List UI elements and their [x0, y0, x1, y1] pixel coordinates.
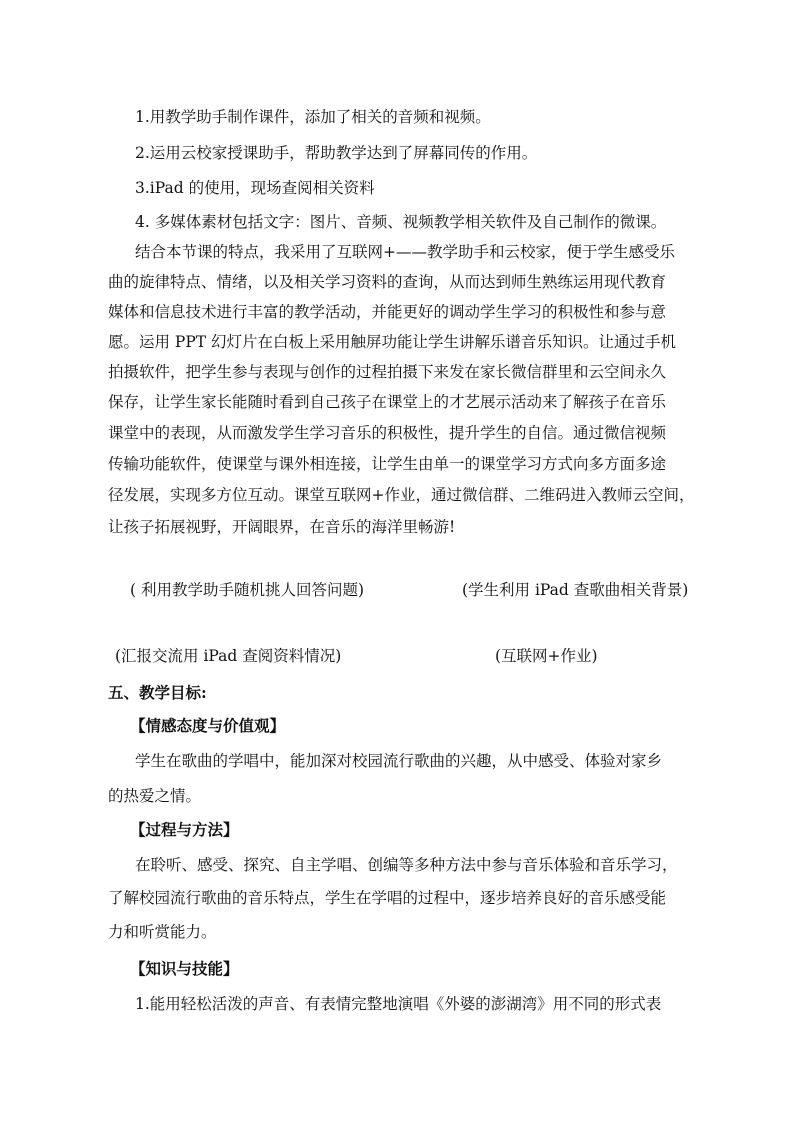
paragraph-line: 径发展，实现多方位互动。课堂互联网+作业，通过微信群、二维码进入教师云空间，: [108, 486, 695, 504]
list-item: 1.用教学助手制作课件，添加了相关的音频和视频。: [135, 108, 491, 126]
paragraph-line: 愿。运用 PPT 幻灯片在白板上采用触屏功能让学生讲解乐谱音乐知识。让通过手机: [108, 333, 677, 351]
subsection-title: 【过程与方法】: [130, 820, 239, 839]
subsection-title: 【情感态度与价值观】: [130, 716, 286, 735]
list-item: 4. 多媒体素材包括文字：图片、音频、视频教学相关软件及自己制作的微课。: [135, 213, 667, 231]
paragraph-line: 媒体和信息技术进行丰富的教学活动，并能更好的调动学生学习的积极性和参与意: [108, 303, 667, 321]
paragraph-line: 了解校园流行歌曲的音乐特点，学生在学唱的过程中，逐步培养良好的音乐感受能: [108, 889, 667, 907]
paragraph-line: 1.能用轻松活泼的声音、有表情完整地演唱《外婆的澎湖湾》用不同的形式表: [135, 995, 662, 1013]
paragraph-line: 在聆听、感受、探究、自主学唱、创编等多种方法中参与音乐体验和音乐学习，: [135, 856, 678, 874]
paragraph-line: 的热爱之情。: [108, 787, 202, 805]
paragraph-line: 学生在歌曲的学唱中，能加深对校园流行歌曲的兴趣，从中感受、体验对家乡: [135, 752, 663, 770]
list-item: 3.iPad 的使用，现场查阅相关资料: [135, 179, 375, 197]
paragraph-line: 保存，让学生家长能随时看到自己孩子在课堂上的才艺展示活动来了解孩子在音乐: [108, 393, 667, 411]
photo-caption: (互联网+作业): [495, 647, 598, 665]
photo-caption: (汇报交流用 iPad 查阅资料情况): [115, 647, 342, 665]
paragraph-line: 结合本节课的特点，我采用了互联网+——教学助手和云校家，便于学生感受乐: [135, 243, 675, 261]
photo-caption: (学生利用 iPad 查歌曲相关背景): [462, 581, 689, 599]
list-item: 2.运用云校家授课助手，帮助教学达到了屏幕同传的作用。: [135, 144, 538, 162]
paragraph-line: 让孩子拓展视野，开阔眼界，在音乐的海洋里畅游!: [108, 518, 456, 536]
subsection-title: 【知识与技能】: [130, 959, 239, 978]
paragraph-line: 曲的旋律特点、情绪，以及相关学习资料的查询，从而达到师生熟练运用现代教育: [108, 273, 667, 291]
paragraph-line: 力和听赏能力。: [108, 923, 217, 941]
photo-caption: ( 利用教学助手随机挑人回答问题): [130, 581, 365, 599]
paragraph-line: 传输功能软件，使课堂与课外相连接，让学生由单一的课堂学习方式向多方面多途: [108, 455, 667, 473]
section-heading: 五、教学目标:: [108, 683, 207, 702]
paragraph-line: 课堂中的表现，从而激发学生学习音乐的积极性，提升学生的自信。通过微信视频: [108, 424, 667, 442]
paragraph-line: 拍摄软件，把学生参与表现与创作的过程拍摄下来发在家长微信群里和云空间永久: [108, 363, 667, 381]
